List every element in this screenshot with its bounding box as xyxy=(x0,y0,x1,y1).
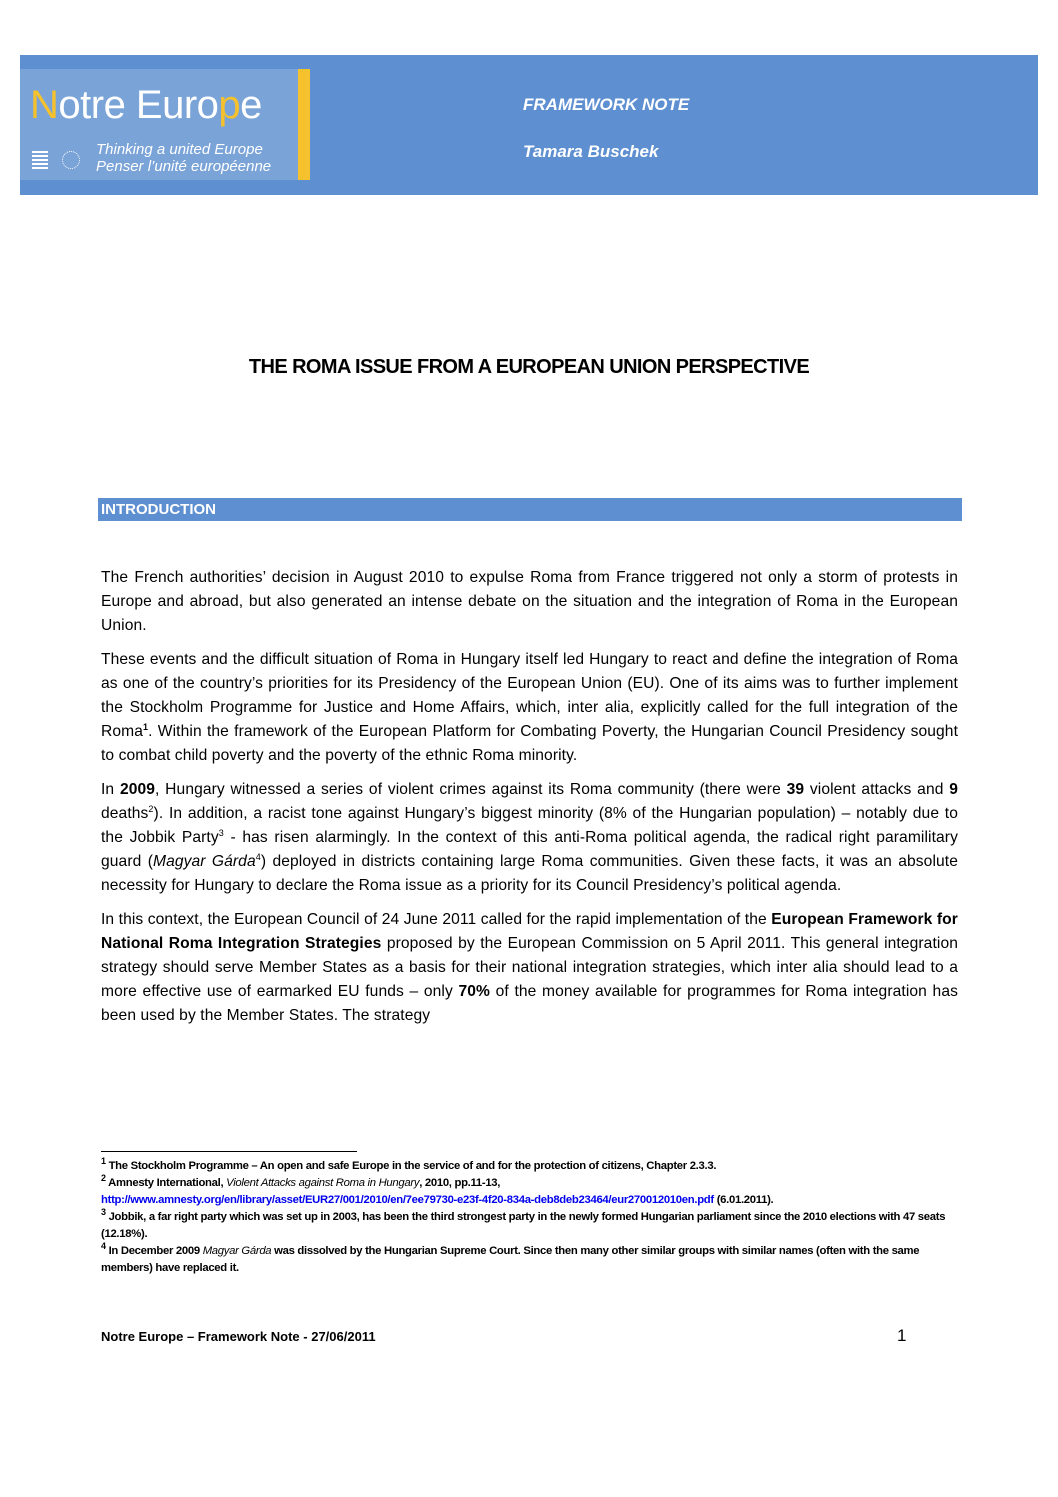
footnote-number: 4 xyxy=(101,1241,106,1252)
text: . Within the framework of the European Platform for Combating Poverty, the Hungarian Council Presidency sought to combat child poverty and the poverty of the ethnic Roma minority. xyxy=(101,723,958,764)
footnote-text: Jobbik, a far right party which was set up in 2003, has been the third strongest party in the newly formed Hungarian parliament since the 2010 elections with 47 seats (12.18%). xyxy=(101,1211,946,1240)
amnesty-link[interactable]: http://www.amnesty.org/en/library/asset/EUR27/001/2010/en/7ee79730-e23f-4f20-834a-deb8deb23464/eur270012010en.pdf xyxy=(101,1194,714,1206)
paragraph xyxy=(101,908,958,1028)
footnote-text: , 2010, pp.11-13, xyxy=(419,1177,501,1189)
text: violent attacks and xyxy=(804,781,950,798)
bold-text: 70% xyxy=(458,983,491,1000)
footnote-text: Amnesty International, xyxy=(108,1177,227,1189)
eu-stars-icon xyxy=(62,151,80,169)
footnote-2 xyxy=(101,1175,961,1209)
tagline-en: Thinking a united Europe xyxy=(96,141,263,158)
footnote-number: 1 xyxy=(101,1156,106,1167)
footnote-number: 2 xyxy=(101,1173,106,1184)
bold-text: 39 xyxy=(786,781,805,798)
page-footer: Notre Europe – Framework Note - 27/06/2011 xyxy=(101,1329,376,1344)
footnote-italic: Magyar Gárda xyxy=(202,1245,272,1257)
text: In this context, the European Council of 24 June 2011 called for the rapid implementation of the xyxy=(101,911,772,928)
paragraph xyxy=(101,566,958,638)
logo-tagline xyxy=(96,141,271,175)
text: These events and the difficult situation of Roma in Hungary itself led Hungary to react and define the integration of Roma as one of the country’s priorities for its Presidency of the European Union (EU). One of its aims was to further implement the Stockholm Programme for Justice and Home Affairs, which, inter alia, explicitly called for the full integration of the Roma xyxy=(101,651,958,740)
text: The French authorities’ decision in August 2010 to expulse Roma from France triggered not only a storm of protests in Europe and abroad, but also generated an intense debate on the situation and the integration of Roma in the European Union. xyxy=(101,569,958,634)
footnote-text: was dissolved by the Hungarian Supreme Court. Since then many other similar groups with similar names (often with the same members) have replaced it. xyxy=(101,1245,920,1274)
header-band xyxy=(20,55,1038,195)
footnote-4 xyxy=(101,1243,961,1277)
italic-text: Magyar Gárda xyxy=(152,853,256,870)
tagline-fr: Penser l’unité européenne xyxy=(96,158,272,175)
text: proposed by the European Commission on 5 April 2011. This general integration strategy should serve Member States as a basis for their national integration strategies, which inter alia should lead to a more effective use of earmarked EU funds – only xyxy=(101,935,958,1000)
notre-europe-logo xyxy=(20,69,310,180)
body-text xyxy=(101,566,958,1038)
text: deaths xyxy=(101,805,149,822)
footnote-text: The Stockholm Programme – An open and safe Europe in the service of and for the protection of citizens, Chapter 2.3.3. xyxy=(108,1160,717,1172)
footnote-1 xyxy=(101,1158,961,1175)
text: , Hungary witnessed a series of violent crimes against its Roma community (there were xyxy=(155,781,787,798)
logo-p: p xyxy=(218,83,241,127)
footnote-ref[interactable]: 1 xyxy=(143,721,149,732)
footnote-separator xyxy=(101,1151,357,1152)
footnote-ref[interactable]: 2 xyxy=(148,803,154,814)
author: Tamara Buschek xyxy=(523,142,659,161)
bold-text: 9 xyxy=(949,781,958,798)
document-title: THE ROMA ISSUE FROM A EUROPEAN UNION PERSPECTIVE xyxy=(248,356,810,378)
footnotes xyxy=(101,1158,961,1277)
logo-n: N xyxy=(30,83,59,127)
document-icon xyxy=(32,151,48,171)
logo-mid: otre Euro xyxy=(58,83,219,127)
text: ) deployed in districts containing large Roma communities. Given these facts, it was an absolute necessity for Hungary to declare the Roma issue as a priority for its Council Presidency’s political agenda. xyxy=(101,853,958,894)
text: of the money available for programmes for Roma integration has been used by the Member States. The strategy xyxy=(101,983,958,1024)
footnote-ref[interactable]: 4 xyxy=(255,851,261,862)
bold-text: European Framework for National Roma Integration Strategies xyxy=(101,911,958,952)
text: - has risen alarmingly. In the context of this anti-Roma political agenda, the radical right paramilitary guard ( xyxy=(101,829,958,870)
paragraph xyxy=(101,778,958,898)
footnote-italic: Violent Attacks against Roma in Hungary xyxy=(226,1177,420,1189)
page-number: 1 xyxy=(897,1326,907,1345)
footnote-text: In December 2009 xyxy=(108,1245,203,1257)
logo-accent-bar xyxy=(298,69,310,180)
footnote-number: 3 xyxy=(101,1207,106,1218)
bold-text: 2009 xyxy=(119,781,156,798)
footnote-text: (6.01.2011). xyxy=(713,1194,774,1206)
logo-e: e xyxy=(240,83,262,127)
footnote-3 xyxy=(101,1209,961,1243)
text: In xyxy=(101,781,120,798)
section-heading: INTRODUCTION xyxy=(98,498,962,521)
doc-type: FRAMEWORK NOTE xyxy=(523,95,690,114)
text: ). In addition, a racist tone against Hungary’s biggest minority (8% of the Hungarian population) – notably due to the Jobbik Party xyxy=(101,805,958,846)
paragraph xyxy=(101,648,958,768)
logo-name xyxy=(30,83,262,128)
footnote-ref[interactable]: 3 xyxy=(218,827,224,838)
